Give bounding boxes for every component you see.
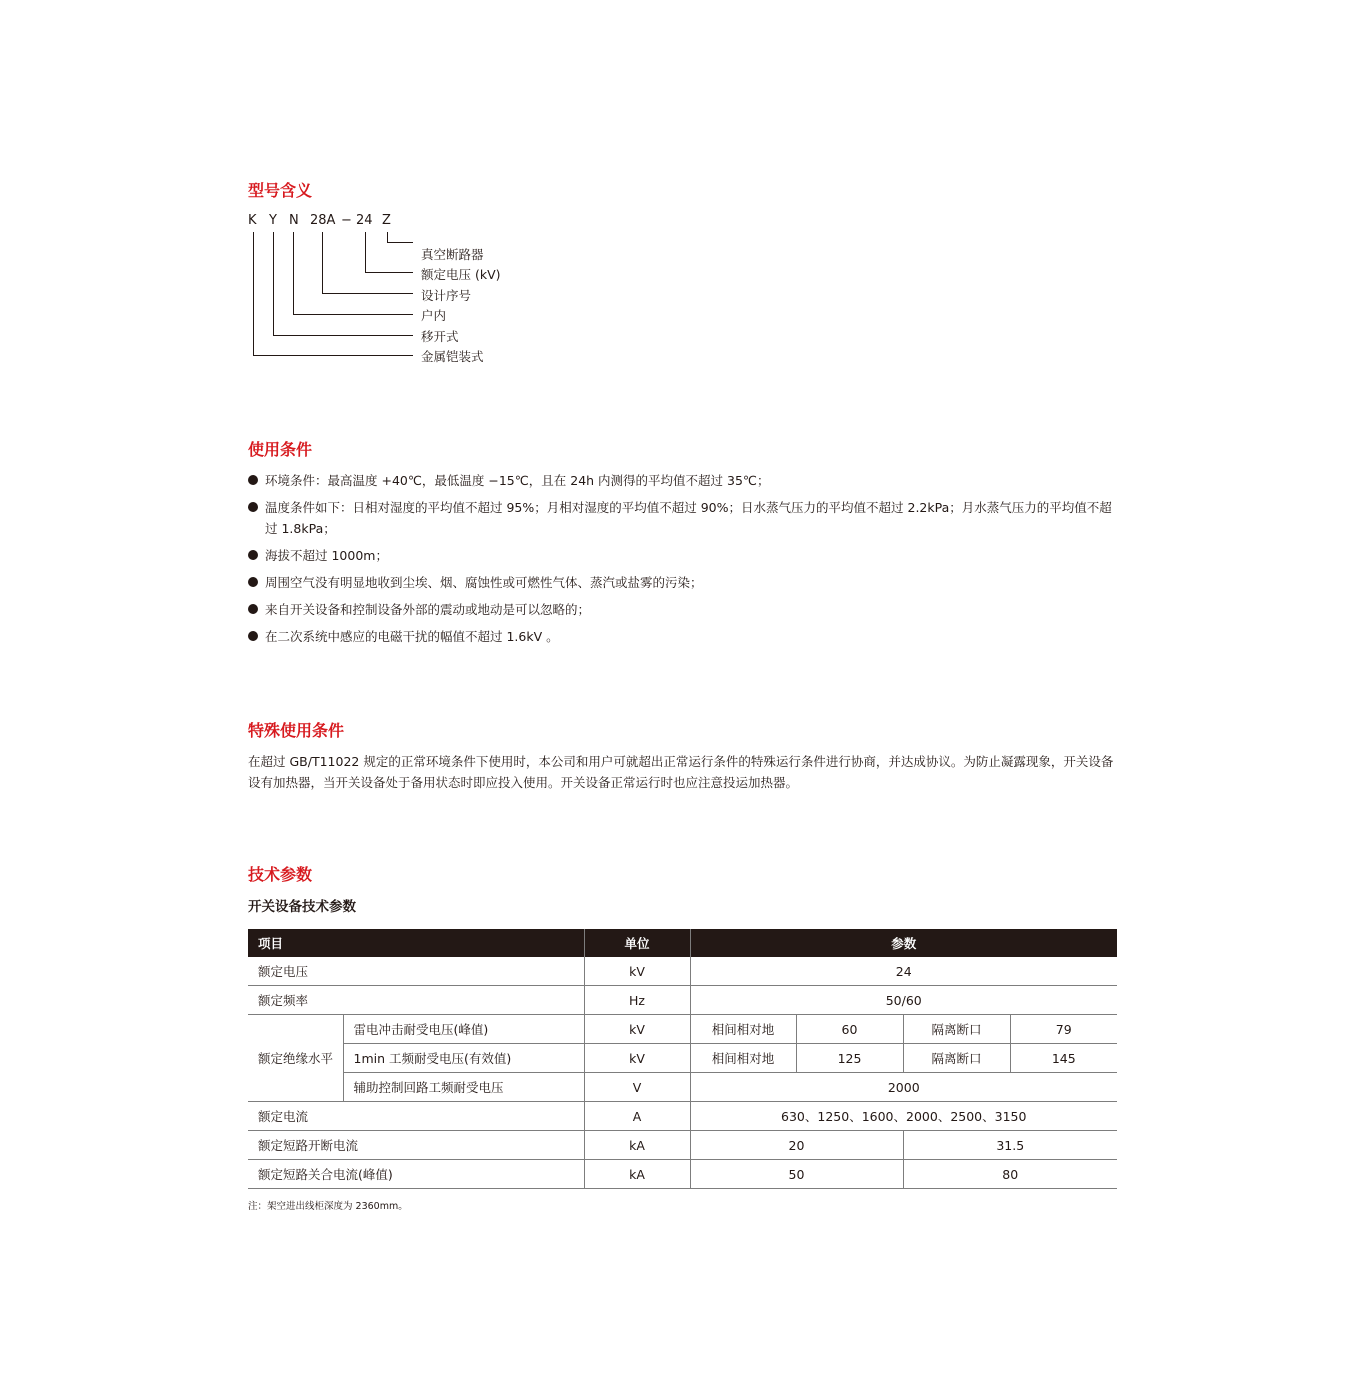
section-title-model: 型号含义 <box>248 181 313 200</box>
header-item: 项目 <box>248 929 584 957</box>
model-code <box>248 213 448 231</box>
list-item: 温度条件如下：日相对湿度的平均值不超过 95%；月相对湿度的平均值不超过 90%；日水蒸气压力的平均值不超过 2.2kPa；月水蒸气压力的平均值不超过 1.8kPa； <box>248 497 1123 539</box>
insulation-group-cell: 额定绝缘水平 <box>248 1015 343 1102</box>
label-design-number: 设计序号 <box>421 288 472 303</box>
label-vacuum-breaker: 真空断路器 <box>421 247 484 262</box>
table-header-row <box>248 929 1117 957</box>
table-row: 额定短路关合电流(峰值) kA 50 80 <box>248 1160 1117 1189</box>
table-row: 额定绝缘水平 雷电冲击耐受电压(峰值) kV 相间相对地 60 隔离断口 79 <box>248 1015 1117 1044</box>
code-part-24: 24 <box>356 213 373 228</box>
bullet-icon <box>248 550 258 560</box>
table-row: 额定电压 kV 24 <box>248 957 1117 986</box>
list-item: 来自开关设备和控制设备外部的震动或地动是可以忽略的； <box>248 599 1123 620</box>
bullet-icon <box>248 475 258 485</box>
header-params: 参数 <box>690 929 1117 957</box>
table-row: 1min 工频耐受电压(有效值) kV 相间相对地 125 隔离断口 145 <box>248 1044 1117 1073</box>
list-item: 在二次系统中感应的电磁干扰的幅值不超过 1.6kV 。 <box>248 626 1123 647</box>
label-metal-clad: 金属铠装式 <box>421 349 484 364</box>
section-title-tech: 技术参数 <box>248 865 313 884</box>
table-row: 额定电流 A 630、1250、1600、2000、2500、3150 <box>248 1102 1117 1131</box>
bullet-icon <box>248 604 258 614</box>
label-rated-voltage: 额定电压 (kV) <box>421 267 501 282</box>
table-subtitle: 开关设备技术参数 <box>248 899 356 915</box>
section-title-special: 特殊使用条件 <box>248 721 345 740</box>
list-item: 环境条件：最高温度 +40℃，最低温度 −15℃，且在 24h 内测得的平均值不超过 35℃； <box>248 470 1123 491</box>
code-part-z: Z <box>382 213 391 228</box>
bullet-icon <box>248 502 258 512</box>
label-indoor: 户内 <box>421 308 447 323</box>
special-conditions-text: 在超过 GB/T11022 规定的正常环境条件下使用时，本公司和用户可就超出正常运行条件的特殊运行条件进行协商，并达成协议。为防止凝露现象，开关设备设有加热器，当开关设备处于备用状态时即应投入使用。开关设备正常运行时也应注意投运加热器。 <box>248 754 1114 790</box>
tech-params-table <box>248 929 1117 1189</box>
code-part-28a: 28A <box>310 213 336 228</box>
section-title-conditions: 使用条件 <box>248 440 313 459</box>
list-item: 海拔不超过 1000m； <box>248 545 1123 566</box>
table-note: 注：架空进出线柜深度为 2360mm。 <box>248 1201 408 1212</box>
code-part-dash: − <box>341 213 352 228</box>
table-row: 额定频率 Hz 50/60 <box>248 986 1117 1015</box>
bullet-icon <box>248 577 258 587</box>
conditions-list <box>248 470 1123 653</box>
table-row: 辅助控制回路工频耐受电压 V 2000 <box>248 1073 1117 1102</box>
label-withdrawable: 移开式 <box>421 329 459 344</box>
code-part-y: Y <box>269 213 277 228</box>
code-part-k: K <box>248 213 257 228</box>
list-item: 周围空气没有明显地收到尘埃、烟、腐蚀性或可燃性气体、蒸汽或盐雾的污染； <box>248 572 1123 593</box>
bullet-icon <box>248 631 258 641</box>
code-part-n: N <box>289 213 299 228</box>
header-unit: 单位 <box>584 929 690 957</box>
table-row: 额定短路开断电流 kA 20 31.5 <box>248 1131 1117 1160</box>
